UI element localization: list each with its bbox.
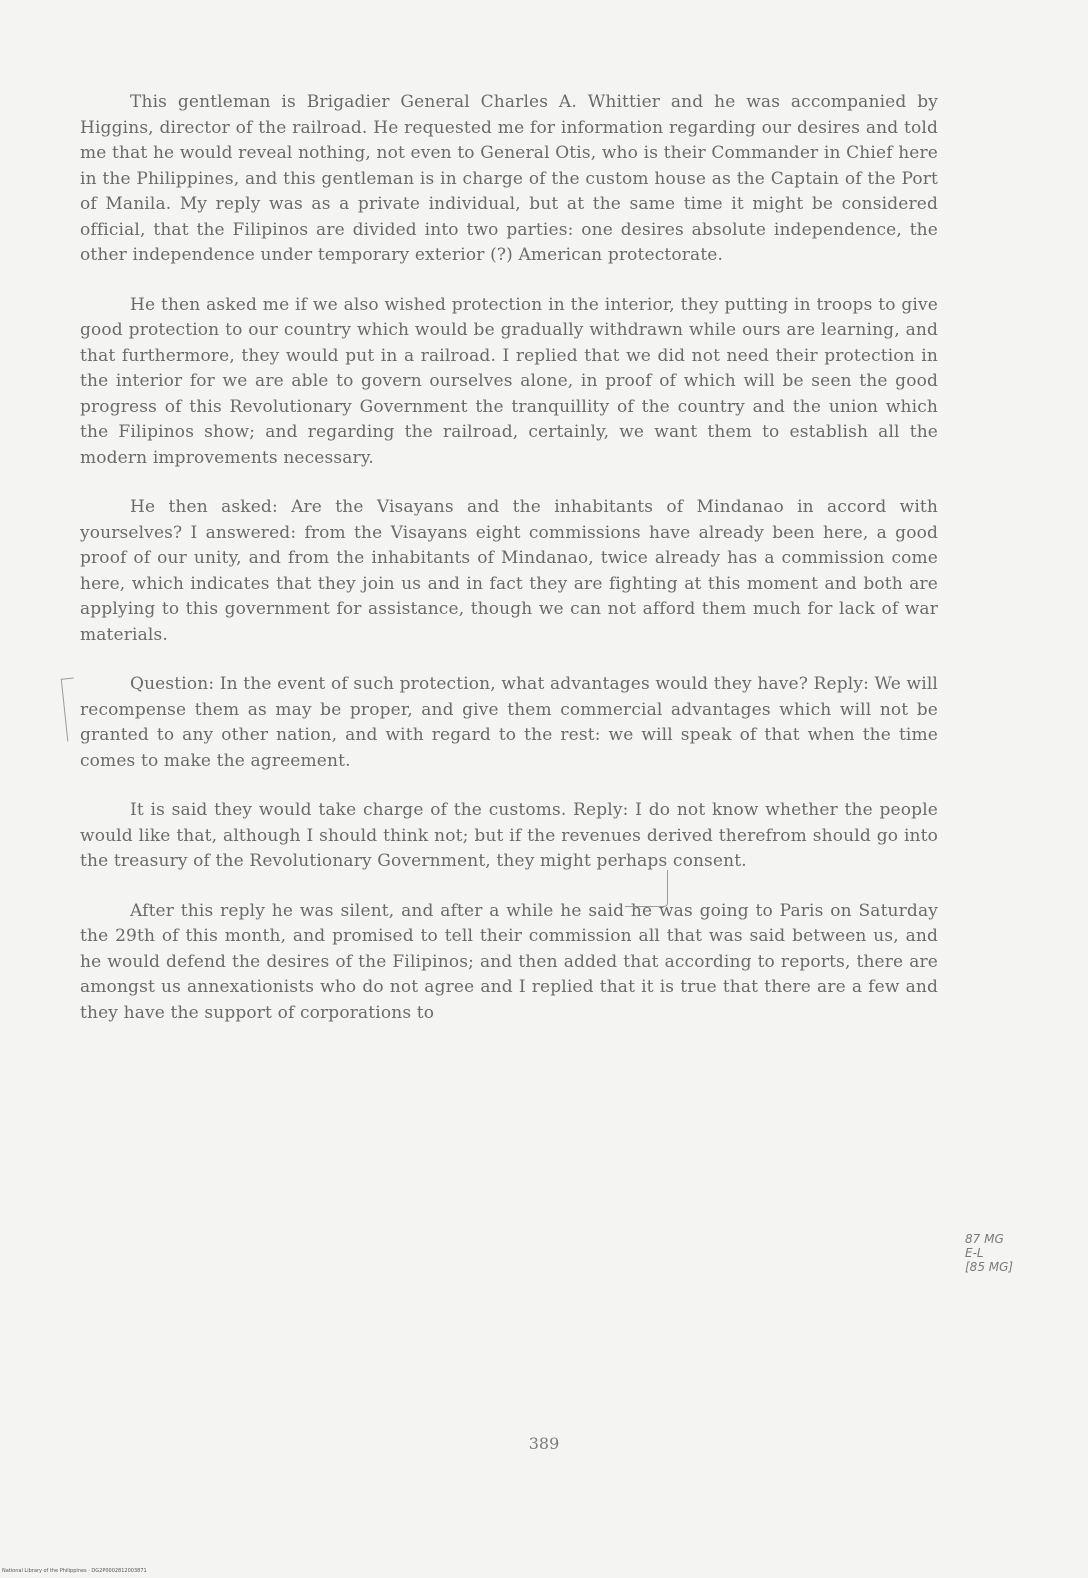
margin-note-line-3: [85 MG] bbox=[965, 1260, 1014, 1274]
margin-note-line-1: 87 MG bbox=[965, 1232, 1004, 1246]
page-number: 389 bbox=[528, 1434, 560, 1453]
paragraph-6: After this reply he was silent, and after a while he said he was going to Paris on Saturday the 29th of this month, and promised to tell their commission all that was said between us, and he would defend the desires of the Filipinos; and then added that according to reports, there are amongst us annexationists who do not agree and I replied that it is true that there are a few and they have the support of corporations to bbox=[80, 900, 938, 1023]
handwritten-bracket-open bbox=[61, 677, 81, 741]
paragraph-2: He then asked me if we also wished protection in the interior, they putting in troops to give good protection to our country which would be gradually withdrawn while ours are learning, and that furthermore, they would put in a railroad. I replied that we did not need their protection in the interior for we are able to govern ourselves alone, in proof of which will be seen the good progress of this Revolutionary Government the tranquillity of the country and the union which the Filipinos show; and regarding the railroad, certainly, we want them to establish all the modern improvements necessary. bbox=[80, 294, 938, 468]
handwritten-bracket-close bbox=[625, 870, 668, 907]
paragraph-4: Question: In the event of such protection, what advantages would they have? Reply: We will recompense them as may be proper, and give them commercial advantages which will not be granted to any other nation, and with regard to the rest: we will speak of that when the time comes to make the agreement. bbox=[80, 674, 938, 771]
paragraph-1: This gentleman is Brigadier General Charles A. Whittier and he was accompanied by Higgins, director of the railroad. He requested me for information regarding our desires and told me that he would reveal nothing, not even to General Otis, who is their Commander in Chief here in the Philippines, and this gentleman is in charge of the custom house as the Captain of the Port of Manila. My reply was as a private individual, but at the same time it might be considered official, that the Filipinos are divided into two parties: one desires absolute independence, the other independence under temporary exterior (?) American protectorate. bbox=[80, 92, 938, 265]
margin-annotation bbox=[965, 1232, 1013, 1274]
paragraph-3: He then asked: Are the Visayans and the inhabitants of Mindanao in accord with yourselves? I answered: from the Visayans eight commissions have already been here, a good proof of our unity, and from the inhabitants of Mindanao, twice already has a commission come here, which indicates that they join us and in fact they are fighting at this moment and both are applying to this government for assistance, though we can not afford them much for lack of war materials. bbox=[80, 497, 938, 645]
margin-note-line-2: E-L bbox=[965, 1246, 984, 1260]
body-text bbox=[80, 90, 938, 1050]
footer-credit: National Library of the Philippines · DG2P0002812003871 bbox=[2, 1568, 147, 1574]
paragraph-5: It is said they would take charge of the customs. Reply: I do not know whether the people would like that, although I should think not; but if the revenues derived therefrom should go into the treasury of the Revolutionary Government, they might perhaps consent. bbox=[80, 800, 938, 871]
